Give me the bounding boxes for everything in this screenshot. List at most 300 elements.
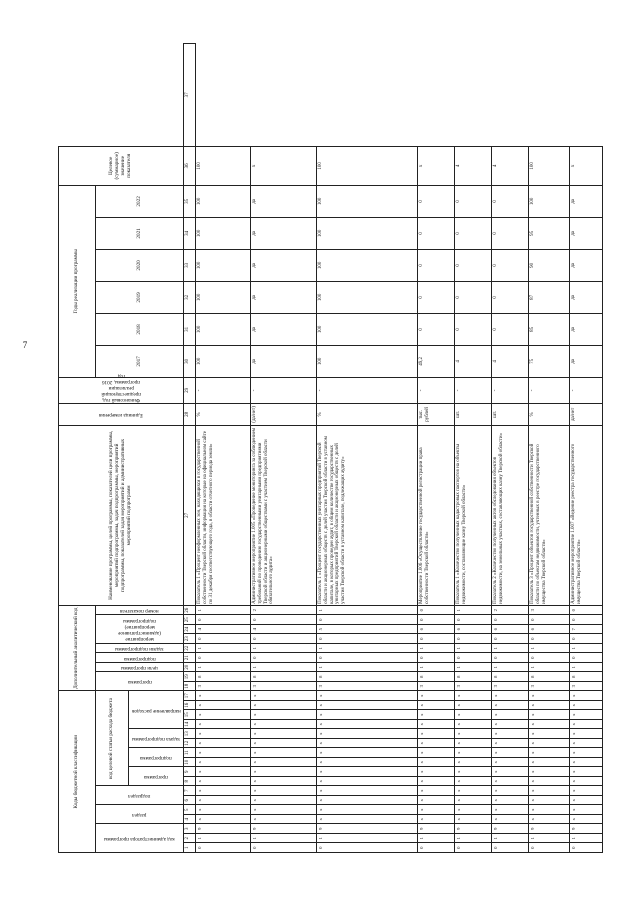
task-header: задача подпрограммы [129,729,184,748]
code-cell: 4 [251,625,317,635]
year-2021: 2021 [96,217,184,249]
year-value: 0 [492,249,529,281]
code-cell: х [529,786,570,796]
code-cell: х [529,691,570,701]
code-cell: х [317,691,418,701]
code-cell: х [418,777,455,787]
row-unit: % [317,403,418,425]
code-cell: 6 [492,625,529,635]
code-cell: 2 [492,605,529,615]
table-row [196,44,251,853]
table-row [317,44,418,853]
code-cell: 1 [196,663,251,673]
code-cell: 0 [196,843,251,853]
code-cell: 0 [196,615,251,625]
code-cell: х [196,729,251,739]
code-cell: х [251,729,317,739]
column-number: 17 [184,691,196,701]
code-cell: х [455,805,492,815]
code-cell: х [492,786,529,796]
naming-header: Наименование программы, целей программы, показателей цели программы, мероприятий подпрограммы, задач подпрограммы, мероприятий подпрограммы, показателей задач мероприятий и административных мероприятий подпрограмм [59,425,184,605]
column-number: 22 [184,644,196,654]
code-cell: х [529,720,570,730]
year-value: 0 [492,185,529,217]
code-cell: х [529,701,570,711]
code-cell: х [196,805,251,815]
code-cell: 0 [418,634,455,644]
column-number: 3 [184,824,196,834]
column-number: 13 [184,729,196,739]
code-cell: х [455,748,492,758]
row-target: 4 [455,146,492,185]
code-cell: 0 [418,653,455,663]
code-cell: 6 [529,625,570,635]
code-cell: х [492,777,529,787]
column-number: 27 [184,425,196,605]
code-cell: х [196,777,251,787]
column-number: 30 [184,345,196,377]
code-cell: 0 [492,615,529,625]
code-cell: 8 [455,672,492,682]
code-cell: х [570,710,603,720]
code-cell: 3 [418,682,455,692]
code-cell: 0 [196,634,251,644]
year-value: да [251,313,317,345]
code-cell: х [570,777,603,787]
code-cell: х [492,701,529,711]
code-cell: 8 [418,672,455,682]
code-cell: 8 [196,672,251,682]
code-cell: х [492,748,529,758]
year-value: 100 [196,281,251,313]
code-cell: х [418,729,455,739]
code-cell: х [529,777,570,787]
row-name: Административное мероприятие 1.007 «Ведение реестра государственного имущества Тверской области» [570,425,603,605]
code-cell: 3 [455,682,492,692]
table-row [251,44,317,853]
code-cell: 6 [418,625,455,635]
code-cell: 0 [418,615,455,625]
year-value: да [570,345,603,377]
program-header: программа [129,767,184,786]
code-cell: х [492,710,529,720]
code-cell: 9 [529,824,570,834]
section-header: раздел [96,805,184,824]
code-cell: 9 [317,824,418,834]
row-prev-year: - [570,377,603,403]
year-value: 100 [196,185,251,217]
code-cell: 1 [455,834,492,844]
year-value: 0 [492,313,529,345]
code-cell: х [570,729,603,739]
code-cell: 1 [251,663,317,673]
year-value: да [570,217,603,249]
code-cell: х [492,815,529,825]
code-cell: х [455,701,492,711]
code-cell: х [418,701,455,711]
code-cell: х [570,748,603,758]
year-value: 100 [317,217,418,249]
year-value: 0 [492,217,529,249]
budget-classification-header: Коды бюджетной классификации [59,691,96,853]
row-name: Административное мероприятие 1.005 «Проведение мониторинга за соблюдением требований по проведению государственными унитарными предприятиями Тверской области и акционерными обществами с участием Тверской области обязательного аудита» [251,425,317,605]
code-cell: 0 [455,634,492,644]
code-cell: х [529,748,570,758]
year-value: 0 [455,185,492,217]
rotated-table-sheet [58,43,582,853]
column-number: 37 [184,44,196,147]
code-cell: х [251,777,317,787]
code-cell: х [570,720,603,730]
code-cell: 3 [251,682,317,692]
code-cell: х [317,710,418,720]
code-cell: 8 [492,672,529,682]
code-cell: х [317,758,418,768]
code-cell: 1 [492,644,529,654]
code-cell: х [492,796,529,806]
row-prev-year: - [455,377,492,403]
code-cell: 0 [529,843,570,853]
code-cell: х [317,796,418,806]
code-cell: х [418,767,455,777]
code-cell: 2 [251,605,317,615]
year-value: 75 [529,345,570,377]
code-cell: х [196,691,251,701]
a-goal-header: цели программы [96,663,184,673]
code-cell: х [570,739,603,749]
column-number: 25 [184,615,196,625]
year-value: 100 [529,185,570,217]
code-cell: 4 [196,625,251,635]
row-name: Показатель 1 «Процент неоформленных зон, находящихся в государственной собственности Тверской области, информация на которые на официальном сайте по 31 декабря соответствующего года, в области отчетного периода земли» [196,425,251,605]
code-cell: 0 [251,653,317,663]
year-value: 100 [317,281,418,313]
code-cell: х [251,691,317,701]
year-value: 90 [529,249,570,281]
code-cell: 0 [570,615,603,625]
year-value: 100 [196,217,251,249]
row-name: Показатель 1 «Количество полученных кадастровых паспортов на объекты недвижимости, составляющие казну Тверской области» [455,425,492,605]
code-cell: 0 [492,843,529,853]
code-cell: х [455,815,492,825]
year-value: 0 [492,281,529,313]
code-cell: 0 [529,653,570,663]
subprogram-header: подпрограмма [129,748,184,767]
code-cell: 1 [492,834,529,844]
year-2020: 2020 [96,249,184,281]
a-event-header: мероприятие (административное мероприятие) подпрограммы [96,615,184,644]
row-prev-year: - [418,377,455,403]
code-cell: х [570,691,603,701]
row-target: 4 [492,146,529,185]
code-cell: х [492,739,529,749]
code-cell: х [418,758,455,768]
column-number: 34 [184,217,196,249]
column-number: 5 [184,805,196,815]
code-cell: х [492,691,529,701]
code-cell: х [529,815,570,825]
column-number: 9 [184,767,196,777]
code-cell: 0 [317,615,418,625]
column-number: 11 [184,748,196,758]
year-value: да [251,217,317,249]
row-prev-year: - [196,377,251,403]
column-number: 12 [184,739,196,749]
additional-code-header: Дополнительный аналитический код [59,605,96,691]
code-cell: х [251,805,317,815]
code-cell: 0 [529,615,570,625]
code-cell: х [529,739,570,749]
row-target: 100 [196,146,251,185]
code-cell: х [529,767,570,777]
code-cell: 9 [196,824,251,834]
row-prev-year: - [251,377,317,403]
code-cell: х [251,767,317,777]
code-cell: х [196,748,251,758]
table-row [492,44,529,853]
program-indicators-table [58,43,603,853]
code-cell: 0 [492,653,529,663]
row-unit: шт. [492,403,529,425]
years-header: Годы реализации программы [59,185,96,377]
code-cell: х [570,815,603,825]
row-unit: (да/нет) [251,403,317,425]
year-value: да [570,313,603,345]
year-value: 4 [455,345,492,377]
code-cell: х [418,796,455,806]
year-value: 0 [455,281,492,313]
year-value: 0 [455,217,492,249]
code-cell: х [251,701,317,711]
row-name: Показатель 2 «Количество полученных актов обследования объектов недвижимости, на земельных участках, составляющих казну Тверской области» [492,425,529,605]
code-cell: 0 [317,843,418,853]
code-cell: 0 [455,615,492,625]
code-cell: 5 [317,625,418,635]
year-value: 100 [317,345,418,377]
column-number: 19 [184,672,196,682]
a-subprogram-header: подпрограмма [96,653,184,663]
column-number: 32 [184,281,196,313]
row-name: Мероприятие 1.006 «Осуществление государственной регистрации права собственности Тверской области» [418,425,455,605]
column-number: 28 [184,403,196,425]
code-cell: 0 [251,843,317,853]
code-cell: 1 [418,663,455,673]
code-cell: х [455,729,492,739]
subsection-header: подраздел [96,786,184,805]
column-number: 21 [184,653,196,663]
code-cell: 0 [455,843,492,853]
code-cell: х [492,805,529,815]
code-cell: х [251,815,317,825]
code-cell: 0 [570,605,603,615]
code-cell: х [251,739,317,749]
year-2017: 2017 [96,345,184,377]
code-cell: 1 [196,605,251,615]
code-cell: 1 [196,644,251,654]
year-value: 100 [317,249,418,281]
year-value: 0 [418,217,455,249]
code-cell: х [455,796,492,806]
code-cell: х [317,815,418,825]
admin-code-header: код администратора программы [96,824,184,853]
code-cell: 3 [570,682,603,692]
code-cell: х [492,720,529,730]
code-cell: 1 [317,663,418,673]
code-cell: 3 [529,682,570,692]
year-value: 100 [317,185,418,217]
code-cell: х [529,729,570,739]
table-row [455,44,492,853]
code-cell: х [317,777,418,787]
year-value: 100 [196,345,251,377]
code-cell: 9 [455,824,492,834]
column-number: 15 [184,710,196,720]
code-cell: х [317,805,418,815]
column-number: 4 [184,815,196,825]
code-cell: 9 [570,824,603,834]
row-target: х [251,146,317,185]
code-cell: х [455,767,492,777]
code-cell: 9 [251,824,317,834]
code-cell: х [529,758,570,768]
year-value: да [251,249,317,281]
code-cell: х [455,691,492,701]
year-value: 49,2 [418,345,455,377]
code-cell: х [251,710,317,720]
code-cell: х [317,729,418,739]
code-cell: х [196,815,251,825]
column-number-row [184,44,196,853]
code-cell: х [529,805,570,815]
column-number: 36 [184,146,196,185]
year-value: 95 [529,217,570,249]
table-row [418,44,455,853]
code-cell: 0 [455,653,492,663]
code-cell: х [418,815,455,825]
code-cell: 8 [251,672,317,682]
code-cell: х [529,796,570,806]
code-cell: 8 [570,672,603,682]
year-2022: 2022 [96,185,184,217]
code-cell: х [455,777,492,787]
code-cell: 0 [251,615,317,625]
year-value: 100 [317,313,418,345]
column-number: 33 [184,249,196,281]
target-value-header: Целевое (суммарное) значение показателя [59,146,184,185]
code-cell: х [455,710,492,720]
code-cell: 0 [317,653,418,663]
code-cell: х [455,786,492,796]
column-number: 2 [184,834,196,844]
row-target: х [418,146,455,185]
code-cell: х [570,758,603,768]
column-number: 35 [184,185,196,217]
code-cell: х [251,758,317,768]
row-target: 100 [317,146,418,185]
target-item-header: код целевой статьи расхода бюджета [96,691,129,786]
row-name: Показатель 3 «Процент объектов государственной собственности Тверской области по объектам недвижимости, учтенных в реестре государственного имущества Тверской области» [529,425,570,605]
code-cell: 1 [418,644,455,654]
row-unit: да/нет [570,403,603,425]
code-cell: 0 [570,634,603,644]
column-number: 10 [184,758,196,768]
row-unit: % [529,403,570,425]
a-indicator-header: номер показателя [96,605,184,615]
row-unit: шт. [455,403,492,425]
column-number: 8 [184,777,196,787]
code-cell: 0 [529,634,570,644]
year-2018: 2018 [96,313,184,345]
code-cell: 0 [251,634,317,644]
code-cell: 3 [317,682,418,692]
code-cell: 1 [317,834,418,844]
row-prev-year: - [492,377,529,403]
code-cell: х [196,758,251,768]
year-value: да [251,185,317,217]
code-cell: х [418,805,455,815]
code-cell: 1 [196,834,251,844]
column-number: 24 [184,625,196,635]
code-cell: 1 [570,834,603,844]
code-cell: х [317,786,418,796]
a-task-header: задачи подпрограммы [96,644,184,654]
code-cell: 0 [317,634,418,644]
code-cell: х [196,739,251,749]
row-prev-year: - [529,377,570,403]
code-cell: х [492,729,529,739]
code-cell: 0 [570,653,603,663]
code-cell: х [251,786,317,796]
code-cell: х [196,786,251,796]
row-unit: % [196,403,251,425]
row-prev-year: - [317,377,418,403]
column-number: 16 [184,701,196,711]
column-number: 31 [184,313,196,345]
row-target: х [570,146,603,185]
code-cell: 8 [317,672,418,682]
code-cell: 1 [529,834,570,844]
column-number: 14 [184,720,196,730]
year-value: 0 [455,249,492,281]
code-cell: х [317,720,418,730]
prev-year-header: Финансовый год, предшествующий реализации программы, 2016 год [59,377,184,403]
year-value: 0 [418,281,455,313]
code-cell: 9 [418,824,455,834]
code-cell: х [418,786,455,796]
unit-header: Единица измерения [59,403,184,425]
column-number: 6 [184,796,196,806]
column-number: 7 [184,786,196,796]
code-cell: х [570,701,603,711]
year-value: 0 [455,313,492,345]
code-cell: 1 [455,663,492,673]
code-cell: х [317,767,418,777]
code-cell: х [196,701,251,711]
a-program-header: программа [96,672,184,691]
code-cell: 0 [418,605,455,615]
year-2019: 2019 [96,281,184,313]
year-value: 0 [418,313,455,345]
year-value: 100 [196,249,251,281]
row-unit: тыс. рублей [418,403,455,425]
code-cell: 1 [570,663,603,673]
direction-header: направление расходов [129,691,184,729]
code-cell: 0 [492,634,529,644]
code-cell: х [418,748,455,758]
column-number: 18 [184,682,196,692]
code-cell: 3 [529,605,570,615]
code-cell: 1 [418,834,455,844]
